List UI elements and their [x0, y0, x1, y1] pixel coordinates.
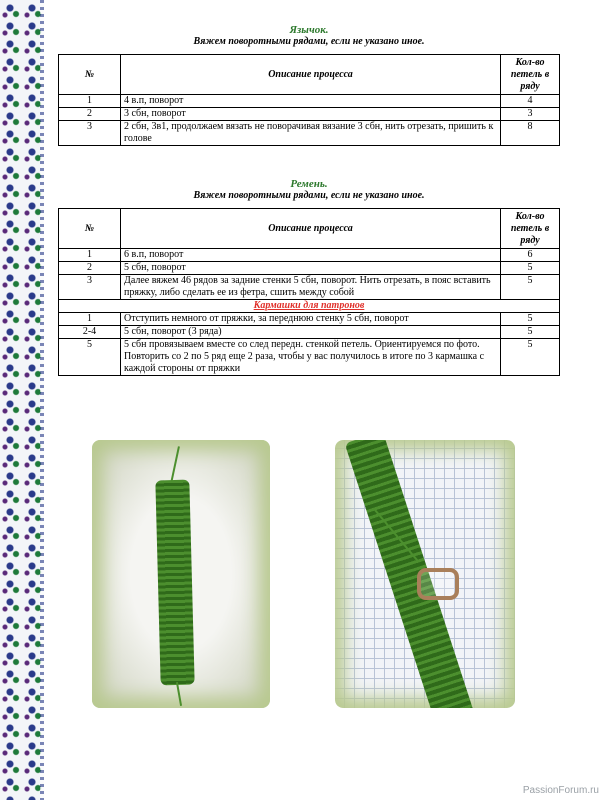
row-stitch-count: 4 [501, 95, 560, 108]
row-number: 1 [59, 313, 121, 326]
photo-knitted-strap [92, 440, 270, 708]
table-row [59, 249, 560, 262]
table-header-row [59, 209, 560, 249]
row-stitch-count: 5 [501, 313, 560, 326]
row-stitch-count: 3 [501, 108, 560, 121]
row-number: 2 [59, 108, 121, 121]
table-row [59, 326, 560, 339]
table-row [59, 95, 560, 108]
row-description: 5 сбн, поворот (3 ряда) [121, 326, 501, 339]
header-description: Описание процесса [121, 55, 501, 95]
yarn-tail [170, 446, 180, 484]
section-title-belt: Ремень. [290, 178, 328, 190]
table-row [59, 313, 560, 326]
row-number: 3 [59, 121, 121, 146]
row-description: 4 в.п, поворот [121, 95, 501, 108]
header-description: Описание процесса [121, 209, 501, 249]
header-stitch-count: Кол-во петель в ряду [501, 55, 560, 95]
row-stitch-count: 5 [501, 262, 560, 275]
row-number: 3 [59, 275, 121, 300]
table-header-row [59, 55, 560, 95]
table-row [59, 275, 560, 300]
row-stitch-count: 5 [501, 339, 560, 376]
row-stitch-count: 5 [501, 275, 560, 300]
subheader-pockets: Кармашки для патронов [59, 300, 560, 313]
row-number: 1 [59, 249, 121, 262]
yarn-tail [176, 682, 182, 706]
photo-belt-with-buckle [335, 440, 515, 708]
row-number: 5 [59, 339, 121, 376]
document-content [58, 0, 560, 376]
header-number: № [59, 55, 121, 95]
watermark: PassionForum.ru [522, 785, 599, 796]
knitted-strap [155, 480, 194, 686]
row-stitch-count: 8 [501, 121, 560, 146]
header-number: № [59, 209, 121, 249]
row-description: Далее вяжем 46 рядов за задние стенки 5 сбн, поворот. Нить отрезать, в пояс вставить пряжку, либо сделать ее из фетра, сшить между собой [121, 275, 501, 300]
row-description: 6 в.п, поворот [121, 249, 501, 262]
row-description: 5 сбн, поворот [121, 262, 501, 275]
row-description: Отступить немного от пряжки, за переднюю стенку 5 сбн, поворот [121, 313, 501, 326]
row-stitch-count: 6 [501, 249, 560, 262]
table-row [59, 121, 560, 146]
table-belt [58, 208, 560, 376]
section-subtitle-tongue: Вяжем поворотными рядами, если не указано иное. [193, 36, 425, 47]
section-subtitle-belt: Вяжем поворотными рядами, если не указано иное. [193, 190, 425, 201]
section-title-tongue: Язычок. [289, 24, 329, 36]
table-row [59, 262, 560, 275]
header-stitch-count: Кол-во петель в ряду [501, 209, 560, 249]
row-number: 2 [59, 262, 121, 275]
row-description: 2 сбн, 3в1, продолжаем вязать не поворачивая вязание 3 сбн, нить отрезать, пришить к голове [121, 121, 501, 146]
row-description: 3 сбн, поворот [121, 108, 501, 121]
table-tongue [58, 54, 560, 146]
buckle [417, 568, 459, 600]
table-row [59, 339, 560, 376]
row-description: 5 сбн провязываем вместе со след передн. стенкой петель. Ориентируемся по фото. Повторить со 2 по 5 ряд еще 2 раза, чтобы у вас получилось в итоге по 3 кармашка с каждой стороны от пряжки [121, 339, 501, 376]
border-edge [40, 0, 44, 800]
decorative-floral-border [0, 0, 44, 800]
row-stitch-count: 5 [501, 326, 560, 339]
table-row [59, 108, 560, 121]
row-number: 2-4 [59, 326, 121, 339]
table-subheader-row [59, 300, 560, 313]
row-number: 1 [59, 95, 121, 108]
